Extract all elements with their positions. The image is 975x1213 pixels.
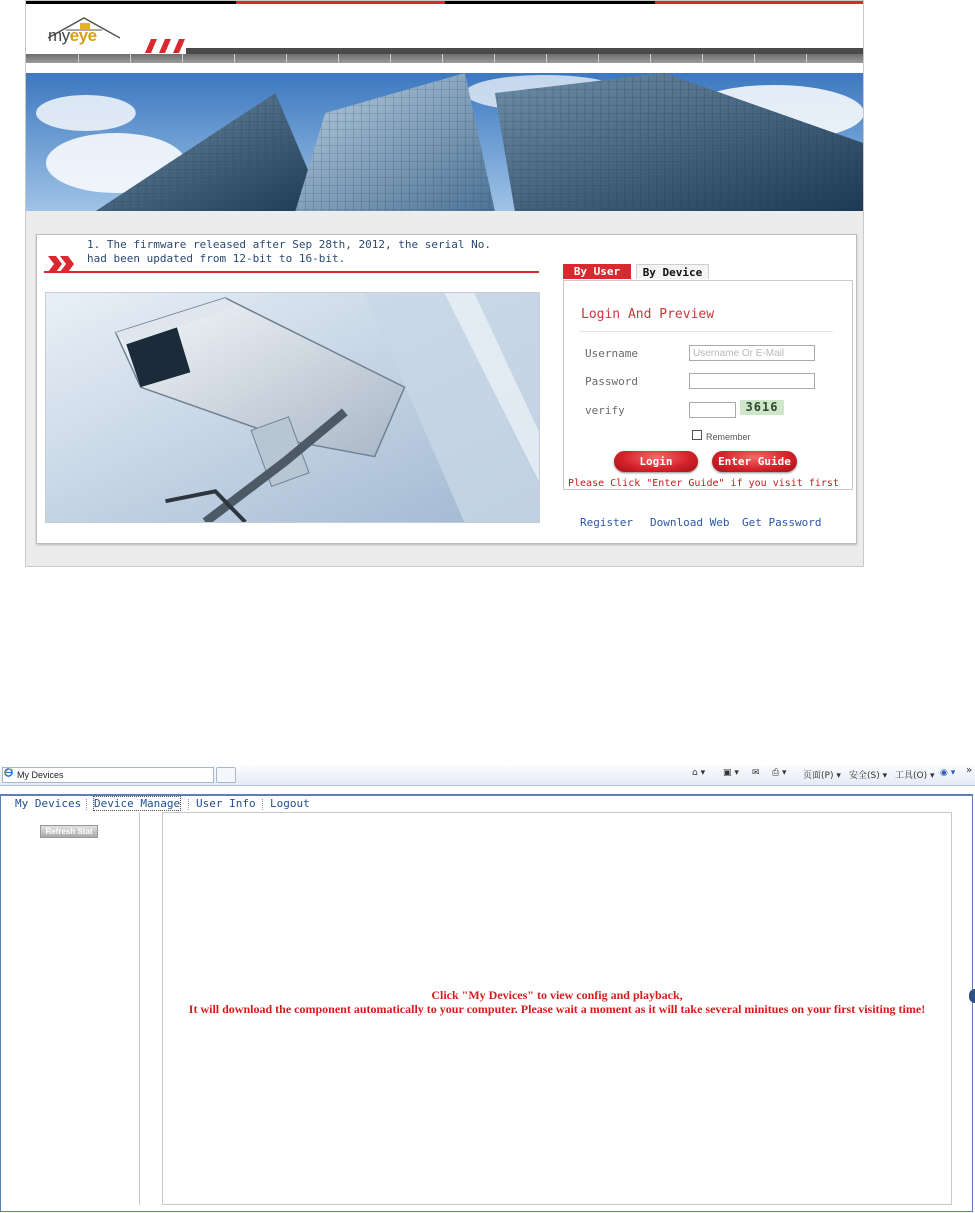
menu-my-devices[interactable]: My Devices [15, 797, 82, 810]
home-icon[interactable]: ⌂ ▾ [692, 768, 706, 778]
enter-guide-button[interactable]: Enter Guide [712, 451, 797, 472]
browser-screenshot [0, 765, 975, 1213]
message-line-1: Click "My Devices" to view config and playback, [431, 988, 683, 1002]
verify-input[interactable] [689, 402, 736, 418]
firmware-notice: 1. The firmware released after Sep 28th, 2012, the serial No. had been updated from 12-bit to 16-bit. [87, 238, 491, 265]
download-web-link[interactable]: Download Web [650, 516, 730, 529]
notice-divider [44, 271, 539, 273]
skyscraper-banner-image [26, 73, 863, 211]
page-menu[interactable]: 页面(P) ▾ [803, 771, 841, 781]
password-label: Password [585, 375, 638, 388]
login-page-screenshot [25, 0, 864, 567]
device-list-panel [1, 812, 140, 1205]
toolbar-overflow[interactable]: » [966, 765, 973, 776]
red-stripes-decoration [139, 39, 189, 53]
remember-label: Remember [706, 432, 751, 442]
verify-label: verify [585, 404, 625, 417]
menu-logout[interactable]: Logout [270, 797, 310, 810]
scroll-handle[interactable] [969, 989, 975, 1003]
enter-guide-hint: Please Click "Enter Guide" if you visit first [568, 478, 839, 489]
site-header [26, 4, 863, 61]
security-camera-image [45, 292, 540, 523]
tools-menu[interactable]: 工具(O) ▾ [895, 771, 935, 781]
menu-user-info[interactable]: User Info [196, 797, 256, 810]
login-button[interactable]: Login [614, 451, 698, 472]
tab-by-user[interactable]: By User [563, 264, 631, 279]
feeds-icon[interactable]: ▣ ▾ [723, 768, 739, 778]
browser-tab[interactable]: My Devices [2, 767, 214, 783]
instruction-message [163, 988, 951, 1016]
header-nav-strip [26, 54, 863, 63]
safety-menu[interactable]: 安全(S) ▾ [849, 771, 888, 781]
get-password-link[interactable]: Get Password [742, 516, 822, 529]
username-input[interactable] [689, 345, 815, 361]
password-input[interactable] [689, 373, 815, 389]
menu-device-manage[interactable]: Device Manage [94, 797, 181, 810]
captcha-image[interactable]: 3616 [740, 400, 784, 415]
message-line-2: It will download the component automatically to your computer. Please wait a moment as it will take several minitues on your first visiting time! [188, 1002, 926, 1016]
print-icon[interactable]: ⎙ ▾ [772, 768, 787, 778]
brand-logo: myeye [48, 26, 97, 45]
title-divider [579, 331, 833, 332]
tab-by-device[interactable]: By Device [636, 264, 709, 279]
new-tab-button[interactable] [216, 767, 236, 783]
mail-icon[interactable]: ✉ [752, 768, 760, 778]
help-icon[interactable]: ◉ ▾ [940, 768, 956, 778]
refresh-stat-button[interactable]: Refresh Stat [40, 825, 98, 838]
ie-logo-icon [4, 768, 13, 777]
username-label: Username [585, 347, 638, 360]
register-link[interactable]: Register [580, 516, 633, 529]
login-title: Login And Preview [581, 307, 715, 322]
remember-checkbox[interactable] [692, 430, 702, 440]
